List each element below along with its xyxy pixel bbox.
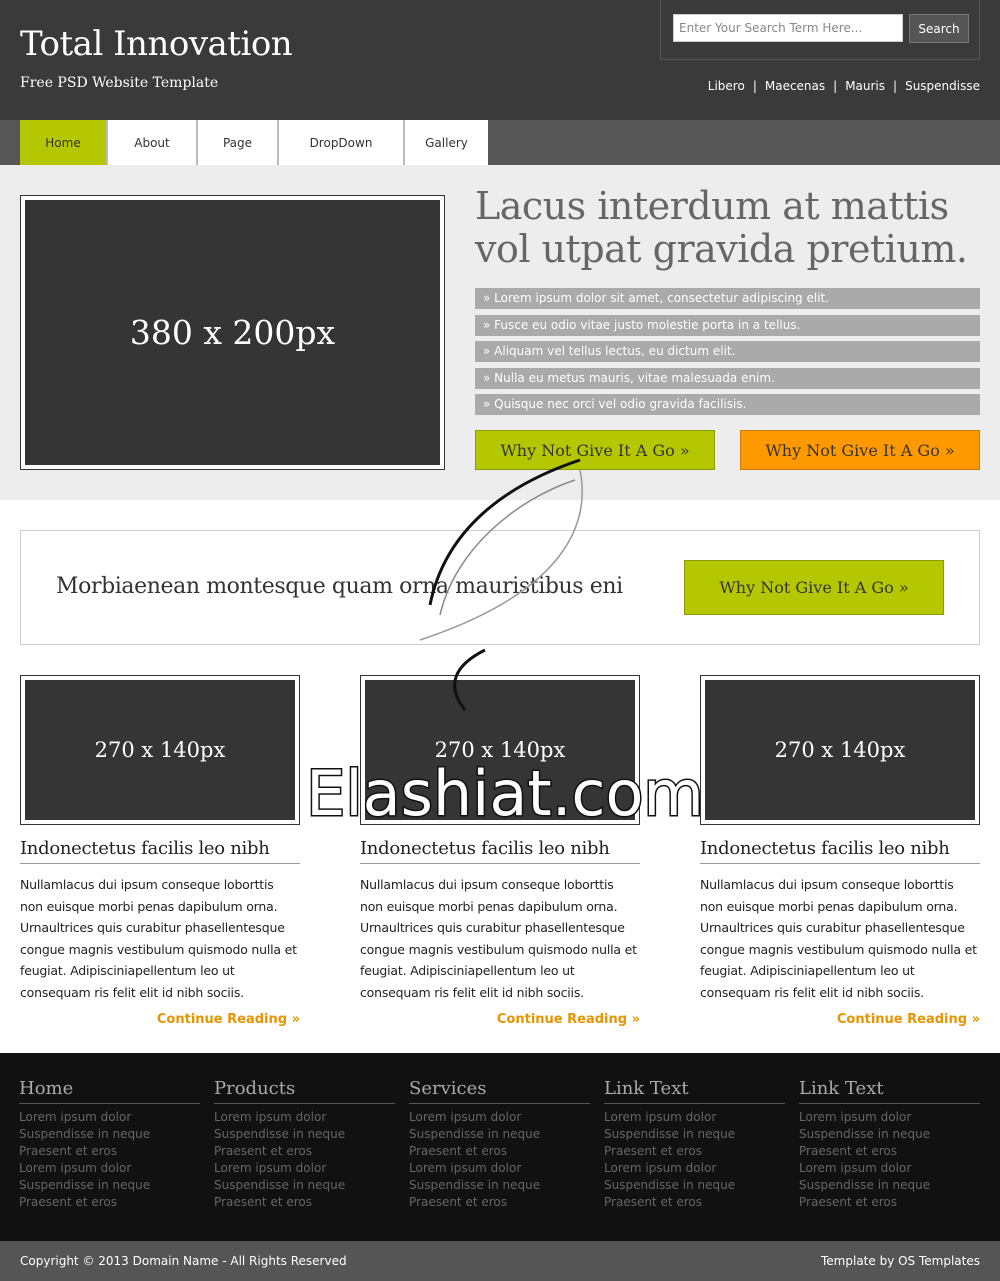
- footer-link[interactable]: Praesent et eros: [214, 1195, 313, 1209]
- footer-link[interactable]: Lorem ipsum dolor: [799, 1161, 912, 1175]
- nav-item-dropdown[interactable]: DropDown: [277, 120, 403, 165]
- footer-link[interactable]: Praesent et eros: [409, 1144, 508, 1158]
- footer-link[interactable]: Suspendisse in neque: [604, 1178, 736, 1192]
- search-input[interactable]: [673, 14, 903, 42]
- footer-column-products: [214, 1078, 395, 1211]
- hero-feature-list: [475, 288, 980, 421]
- column-image-placeholder: 270 x 140px: [25, 680, 295, 820]
- site-title[interactable]: Total Innovation: [20, 24, 293, 64]
- content-column: [20, 675, 300, 1027]
- footer-column-heading: Link Text: [604, 1078, 785, 1104]
- callout-box: [20, 530, 980, 645]
- footer-link[interactable]: Suspendisse in neque: [799, 1178, 931, 1192]
- footer-link[interactable]: Praesent et eros: [604, 1144, 703, 1158]
- footer-column-heading: Products: [214, 1078, 395, 1104]
- site-footer: [0, 1053, 1000, 1241]
- continue-reading-link[interactable]: Continue Reading »: [836, 1011, 980, 1027]
- continue-reading-link[interactable]: Continue Reading »: [156, 1011, 300, 1027]
- footer-column-heading: Home: [19, 1078, 200, 1104]
- footer-column-heading: Link Text: [799, 1078, 980, 1104]
- site-header: [0, 0, 1000, 120]
- hero-image-placeholder: 380 x 200px: [25, 200, 440, 465]
- hero-list-item: » Aliquam vel tellus lectus, eu dictum elit.: [475, 341, 980, 362]
- top-links: [708, 79, 980, 93]
- hero-cta-orange-button[interactable]: Why Not Give It A Go »: [740, 430, 980, 470]
- column-heading: Indonectetus facilis leo nibh: [20, 838, 300, 864]
- hero-list-item: » Nulla eu metus mauris, vitae malesuada enim.: [475, 368, 980, 389]
- footer-link[interactable]: Suspendisse in neque: [214, 1178, 346, 1192]
- hero-list-item: » Fusce eu odio vitae justo molestie porta in a tellus.: [475, 315, 980, 336]
- footer-link[interactable]: Lorem ipsum dolor: [799, 1110, 912, 1124]
- footer-link[interactable]: Suspendisse in neque: [19, 1178, 151, 1192]
- search-button[interactable]: Search: [909, 14, 969, 43]
- footer-link[interactable]: Praesent et eros: [604, 1195, 703, 1209]
- column-image-frame: [360, 675, 640, 825]
- column-heading: Indonectetus facilis leo nibh: [360, 838, 640, 864]
- footer-link[interactable]: Lorem ipsum dolor: [214, 1161, 327, 1175]
- hero-list-item: » Quisque nec orci vel odio gravida facilisis.: [475, 394, 980, 415]
- footer-link[interactable]: Suspendisse in neque: [799, 1127, 931, 1141]
- footer-link[interactable]: Praesent et eros: [799, 1195, 898, 1209]
- footer-link[interactable]: Lorem ipsum dolor: [19, 1161, 132, 1175]
- copyright-bar: [0, 1241, 1000, 1281]
- footer-link[interactable]: Lorem ipsum dolor: [604, 1110, 717, 1124]
- top-link-mauris[interactable]: Mauris: [845, 79, 886, 93]
- footer-link[interactable]: Suspendisse in neque: [409, 1127, 541, 1141]
- hero-image-frame: [20, 195, 445, 470]
- footer-link[interactable]: Praesent et eros: [19, 1144, 118, 1158]
- main-nav: [0, 120, 1000, 165]
- footer-link[interactable]: Lorem ipsum dolor: [604, 1161, 717, 1175]
- footer-link[interactable]: Suspendisse in neque: [409, 1178, 541, 1192]
- footer-column-link-text-2: [799, 1078, 980, 1211]
- hero-heading: Lacus interdum at mattis vol utpat gravida pretium.: [475, 184, 968, 271]
- footer-link[interactable]: Suspendisse in neque: [214, 1127, 346, 1141]
- column-heading: Indonectetus facilis leo nibh: [700, 838, 980, 864]
- template-credit-link[interactable]: Template by OS Templates: [821, 1254, 980, 1268]
- column-text: Nullamlacus dui ipsum conseque loborttis non euisque morbi penas dapibulum orna. Urnaultrices quis curabitur phasellentesque congue magnis vestibulum quismodo nulla et feugiat. Adipisciniapellentum leo ut consequam ris felit elit id nibh sociis.: [360, 877, 637, 1000]
- footer-link[interactable]: Praesent et eros: [19, 1195, 118, 1209]
- top-link-maecenas[interactable]: Maecenas: [764, 79, 826, 93]
- top-link-separator: |: [893, 79, 898, 93]
- top-link-suspendisse[interactable]: Suspendisse: [905, 79, 980, 93]
- site-tagline: Free PSD Website Template: [20, 75, 219, 91]
- footer-link[interactable]: Praesent et eros: [214, 1144, 313, 1158]
- callout-cta-button[interactable]: Why Not Give It A Go »: [684, 560, 944, 615]
- footer-link[interactable]: Lorem ipsum dolor: [409, 1161, 522, 1175]
- top-link-separator: |: [833, 79, 838, 93]
- search-form: [660, 0, 980, 60]
- content-column: [700, 675, 980, 1027]
- continue-reading-link[interactable]: Continue Reading »: [496, 1011, 640, 1027]
- footer-link[interactable]: Lorem ipsum dolor: [19, 1110, 132, 1124]
- footer-column-services: [409, 1078, 590, 1211]
- footer-link[interactable]: Praesent et eros: [409, 1195, 508, 1209]
- column-image-frame: [700, 675, 980, 825]
- footer-column-link-text: [604, 1078, 785, 1211]
- watermark-text: Elashiat.com: [306, 757, 704, 830]
- hero-list-item: » Lorem ipsum dolor sit amet, consectetur adipiscing elit.: [475, 288, 980, 309]
- column-text: Nullamlacus dui ipsum conseque loborttis non euisque morbi penas dapibulum orna. Urnaultrices quis curabitur phasellentesque congue magnis vestibulum quismodo nulla et feugiat. Adipisciniapellentum leo ut consequam ris felit elit id nibh sociis.: [700, 877, 977, 1000]
- footer-link[interactable]: Suspendisse in neque: [604, 1127, 736, 1141]
- footer-column-heading: Services: [409, 1078, 590, 1104]
- nav-item-page[interactable]: Page: [196, 120, 277, 165]
- column-image-placeholder: 270 x 140px: [365, 680, 635, 820]
- content-column: [360, 675, 640, 1027]
- footer-link[interactable]: Suspendisse in neque: [19, 1127, 151, 1141]
- footer-link[interactable]: Lorem ipsum dolor: [409, 1110, 522, 1124]
- copyright-text: Copyright © 2013 Domain Name - All Rights Reserved: [20, 1254, 347, 1268]
- column-image-frame: [20, 675, 300, 825]
- nav-item-gallery[interactable]: Gallery: [403, 120, 488, 165]
- hero-section: [0, 165, 1000, 500]
- nav-item-home[interactable]: Home: [20, 120, 106, 165]
- column-image-placeholder: 270 x 140px: [705, 680, 975, 820]
- footer-link[interactable]: Lorem ipsum dolor: [214, 1110, 327, 1124]
- top-link-libero[interactable]: Libero: [707, 79, 745, 93]
- footer-column-home: [19, 1078, 200, 1211]
- top-link-separator: |: [752, 79, 757, 93]
- footer-link[interactable]: Praesent et eros: [799, 1144, 898, 1158]
- column-text: Nullamlacus dui ipsum conseque loborttis non euisque morbi penas dapibulum orna. Urnaultrices quis curabitur phasellentesque congue magnis vestibulum quismodo nulla et feugiat. Adipisciniapellentum leo ut consequam ris felit elit id nibh sociis.: [20, 877, 297, 1000]
- hero-cta-green-button[interactable]: Why Not Give It A Go »: [475, 430, 715, 470]
- nav-item-about[interactable]: About: [106, 120, 196, 165]
- callout-text: Morbiaenean montesque quam orna mauristibus eni: [56, 574, 623, 599]
